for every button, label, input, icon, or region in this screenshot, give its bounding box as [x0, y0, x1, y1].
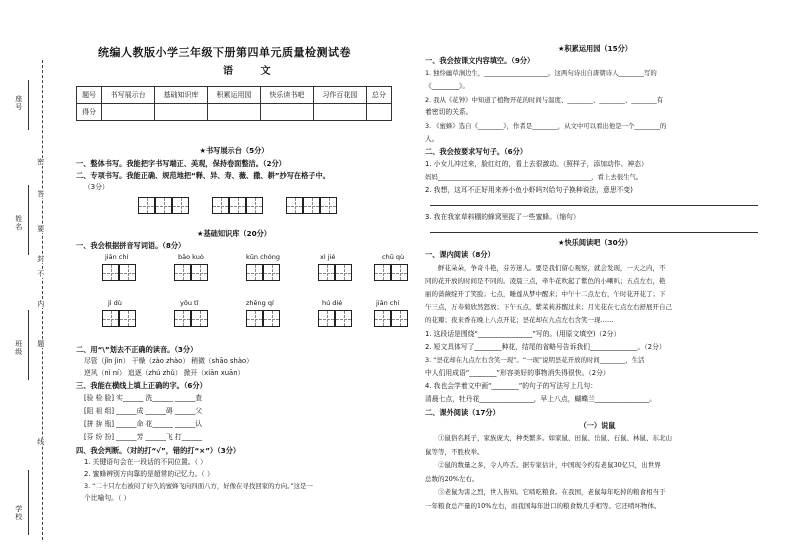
- section-reading-heading: ★快乐阅读吧（30分）: [558, 238, 632, 247]
- pinyin-label: bāo kuò: [178, 253, 204, 261]
- pinyin-label: yōu tǐ: [180, 299, 199, 307]
- binding-char-1: 密: [36, 158, 45, 166]
- subject-title: 语 文: [223, 66, 283, 77]
- section-basic-heading: ★基础知识库（20分）: [197, 229, 271, 238]
- question-accum-2-item-1-answer[interactable]: 妈妈________________________________________________，看上去很生气。: [425, 173, 643, 181]
- question-basic-3-line-1[interactable]: [验 检 脸] 实______ 洗______ ______査: [84, 394, 203, 402]
- question-accum-2-item-3: 3. 我在我家草料棚的蜂窝里捉了一些蜜蜂。（缩句）: [425, 213, 580, 221]
- pinyin-grid[interactable]: [174, 264, 208, 281]
- score-cell: 积累运用园: [208, 87, 261, 104]
- pinyin-label: hú dié: [322, 299, 343, 307]
- question-writing-2: 二、专项书写。我能正确、规范地把“释、异、寿、薇、撒、耕”抄写在格子中。: [76, 171, 330, 180]
- question-basic-2-line-1[interactable]: 尽管（jǐn jìn） 干燥（zào zhào） 稍微（shāo shào）: [84, 357, 253, 365]
- pinyin-grid[interactable]: [318, 264, 352, 281]
- passage-line: 一年粮食总产量的10%左右，而我国每年进口的粮食数几乎相等。它还啃坏物体。: [425, 501, 661, 510]
- reading-passage-mice: [425, 432, 770, 513]
- binding-char-4: 内: [36, 300, 45, 308]
- margin-label-class: 班级: [14, 340, 23, 356]
- binding-char-2: 封: [36, 255, 45, 263]
- question-basic-1: 一、我会根据拼音写词语。（8分）: [76, 241, 186, 250]
- pinyin-grid[interactable]: [102, 264, 136, 281]
- question-read-1-item-1[interactable]: 1. 这段话是围绕“________________”写的。(用原文填空)（2分）: [425, 330, 621, 338]
- question-accum-1-line-6: 人。: [425, 135, 439, 143]
- pinyin-grid[interactable]: [174, 310, 208, 327]
- pinyin-label: kūn chóng: [246, 253, 280, 261]
- section-writing-heading: ★书写展示台（5分）: [199, 146, 269, 155]
- question-basic-3-line-2[interactable]: [阻 祖 组] ______成 ______碍 ______父: [84, 407, 203, 415]
- question-accum-1: 一、我会按课文内容填空。（9分）: [425, 56, 535, 65]
- question-accum-2: 二、我会按要求写句子。（6分）: [425, 147, 528, 156]
- question-basic-4: 四、我会判断。（对的打“√”，错的打“×”）（3分）: [76, 446, 241, 455]
- pinyin-grid[interactable]: [246, 310, 280, 327]
- pinyin-label: jiān chí: [105, 253, 129, 261]
- score-cell: 题号: [77, 87, 102, 104]
- question-basic-4-item-3-cont[interactable]: 个比喻句。（ ）: [84, 494, 131, 502]
- score-input-cell[interactable]: [208, 104, 261, 121]
- writing-grid-2[interactable]: [212, 197, 263, 214]
- question-accum-1-line-5[interactable]: 3. 《蜜蜂》选自《________》，作者是________，从文中可以看出他是一个________的: [425, 122, 667, 130]
- pinyin-label: xì jié: [320, 253, 336, 261]
- passage-line: 鼠等等，不胜枚举。: [425, 447, 484, 456]
- binding-char-8: 题: [36, 340, 45, 348]
- pinyin-label: jì dù: [108, 299, 122, 307]
- score-input-cell[interactable]: [260, 104, 313, 121]
- score-cell: 总分: [366, 87, 391, 104]
- binding-char-7: 答: [36, 190, 45, 198]
- margin-write-line-name[interactable]: [28, 185, 29, 255]
- passage-line: 的花瓣；夜来香在晚上八点开花；昙花却在九点左右含笑一现……: [425, 316, 614, 324]
- passage-line: 同的花开放的时间是不同的。凌晨三点，牵牛花吹起了紫色的小喇叭；五点左右，艳: [425, 277, 666, 285]
- score-table: [76, 86, 392, 121]
- score-input-cell[interactable]: [366, 104, 391, 121]
- score-cell: 快乐读书吧: [260, 87, 313, 104]
- question-accum-1-line-2[interactable]: 《________》。: [425, 82, 470, 90]
- pinyin-grid[interactable]: [374, 310, 408, 327]
- binding-char-3: 线: [36, 438, 45, 446]
- pinyin-grid[interactable]: [102, 310, 136, 327]
- score-table-score-row: [77, 104, 392, 121]
- question-accum-1-line-4: 着密切的关系。: [425, 108, 473, 116]
- score-input-cell[interactable]: [313, 104, 366, 121]
- margin-write-line-seat[interactable]: [28, 80, 29, 130]
- score-cell: 基础知识库: [155, 87, 208, 104]
- question-basic-4-item-3[interactable]: 3. “二十只左右被闷了好久的蜜蜂飞向四面八方，好像在寻找回家的方向。”这是一: [84, 482, 313, 490]
- answer-line[interactable]: [430, 232, 758, 233]
- question-basic-4-item-1[interactable]: 1. 关键语句会在一段话的不同位置。（ ）: [84, 458, 207, 466]
- margin-label-name: 姓名: [14, 215, 23, 231]
- question-accum-2-item-1: 1. 小女儿冲过来，脸红红的，看上去很激动。（照样子，添加动作、神态）: [425, 160, 648, 168]
- binding-char-5: 不: [36, 270, 45, 278]
- question-basic-3: 三、我能在横线上填上正确的字。（6分）: [76, 381, 207, 390]
- pinyin-label: chū qù: [382, 253, 405, 261]
- score-cell: 习作百花园: [313, 87, 366, 104]
- reading-article-title: （一）说鼠: [579, 421, 616, 430]
- question-basic-4-item-2[interactable]: 2. 蜜蜂辨别方向靠的是超常的记忆力。（ ）: [84, 470, 214, 478]
- question-read-1-item-2[interactable]: 2. 短文具体写了________种花，结尾的省略号告诉我们______________。（2分）: [425, 343, 666, 351]
- passage-line: ②鼠的数量之多，令人咋舌。据专家估计，中国现今约有老鼠30亿只，出世界: [438, 461, 661, 469]
- question-basic-2: 二、用“\”划去不正确的读音。（3分）: [76, 345, 198, 354]
- passage-line: 午三点，万寿菊欣然怒放；下午五点，紫茉莉苏醒过来；月光花在七点左右舒展开自己: [425, 303, 672, 311]
- score-table-header-row: [77, 87, 392, 104]
- answer-line[interactable]: [430, 205, 758, 206]
- question-basic-3-line-4[interactable]: [芬 纷 扮] ______芳 ______飞 打______: [84, 433, 203, 441]
- writing-grid-3[interactable]: [286, 197, 337, 214]
- section-accum-heading: ★积累运用园（15分）: [558, 44, 632, 53]
- score-cell: 书写展示台: [102, 87, 155, 104]
- margin-label-seat: 座号: [14, 95, 23, 111]
- reading-passage-flowers: [425, 262, 770, 327]
- pinyin-label: jiān chí: [376, 299, 400, 307]
- margin-label-school: 学校: [14, 505, 23, 521]
- passage-line: 鲜花朵朵，争奇斗艳，芬芳迷人。要是我们留心观察，就会发现，一天之内，不: [438, 264, 666, 272]
- pinyin-label: zhěng qí: [246, 299, 274, 307]
- pinyin-grid[interactable]: [374, 264, 408, 281]
- question-basic-2-line-2[interactable]: 逆风（nì ní） 追逐（zhú zhǔ） 掀开（xiān xuān）: [84, 369, 245, 377]
- question-read-1-item-4[interactable]: 4. 我也会学着文中画“________”的句子的写法写上几句：: [425, 382, 598, 390]
- writing-grid-1[interactable]: [138, 197, 189, 214]
- score-cell: 得分: [77, 104, 102, 121]
- question-accum-1-line-3[interactable]: 2. 我从《花钟》中知道了植物开花的时间与温度、________、________、________有: [425, 96, 664, 104]
- pinyin-grid[interactable]: [246, 264, 280, 281]
- pinyin-grid[interactable]: [318, 310, 352, 327]
- question-read-1-item-3-cont[interactable]: 中人们用成语“________”形容美好的事物消失得很快。（2分）: [425, 369, 610, 377]
- binding-char-6: 要: [36, 225, 45, 233]
- question-basic-3-line-3[interactable]: [拼 拚 瓶] ______命 花______ ______认: [84, 420, 203, 428]
- question-read-2: 二、课外阅读（17分）: [425, 408, 500, 417]
- question-read-1: 一、课内阅读（8分）: [425, 250, 495, 259]
- score-input-cell[interactable]: [102, 104, 155, 121]
- score-input-cell[interactable]: [155, 104, 208, 121]
- question-accum-2-item-2: 2. 我想，这耳不正好用来养小鱼小虾吗?(给句子换种说法，意思不变): [425, 186, 633, 194]
- passage-line: ③老鼠为害之烈，世人皆知。它啮吃粮食。在我国，老鼠每年吃掉的粮食相当于: [438, 488, 666, 496]
- question-writing-2-score: （3分）: [84, 183, 109, 191]
- exam-title: 统编人教版小学三年级下册第四单元质量检测试卷: [98, 46, 351, 59]
- question-writing-1: 一、整体书写。我能把字书写端正、美观，保持卷面整洁。（2分）: [76, 159, 286, 168]
- passage-line: 丽的蔷薇绽开了笑脸；七点，睡莲从梦中醒来；中午十二点左右，午时花开花了；下: [425, 290, 666, 298]
- question-read-1-item-4-answer[interactable]: 清晨七点，牡丹花________________，早上八点，蝴蝶兰________________。: [425, 395, 657, 403]
- passage-line: ①鼠俗名耗子，家族庞大，种类繁多。如家鼠、田鼠、岳鼠、石鼠、林鼠、东北山: [438, 434, 672, 442]
- question-accum-1-line-1[interactable]: 1. 独怜幽草涧边生，____________________。这两句诗出自唐朝诗人________写的: [425, 69, 657, 77]
- question-read-1-item-3[interactable]: 3. “昙花却在九点左右含笑一现”。“一现”说明昙花开放的时间________，生活: [425, 356, 645, 364]
- margin-write-line-school[interactable]: [28, 470, 29, 535]
- passage-line: 总数的20%左右。: [425, 474, 479, 483]
- margin-write-line-class[interactable]: [28, 310, 29, 380]
